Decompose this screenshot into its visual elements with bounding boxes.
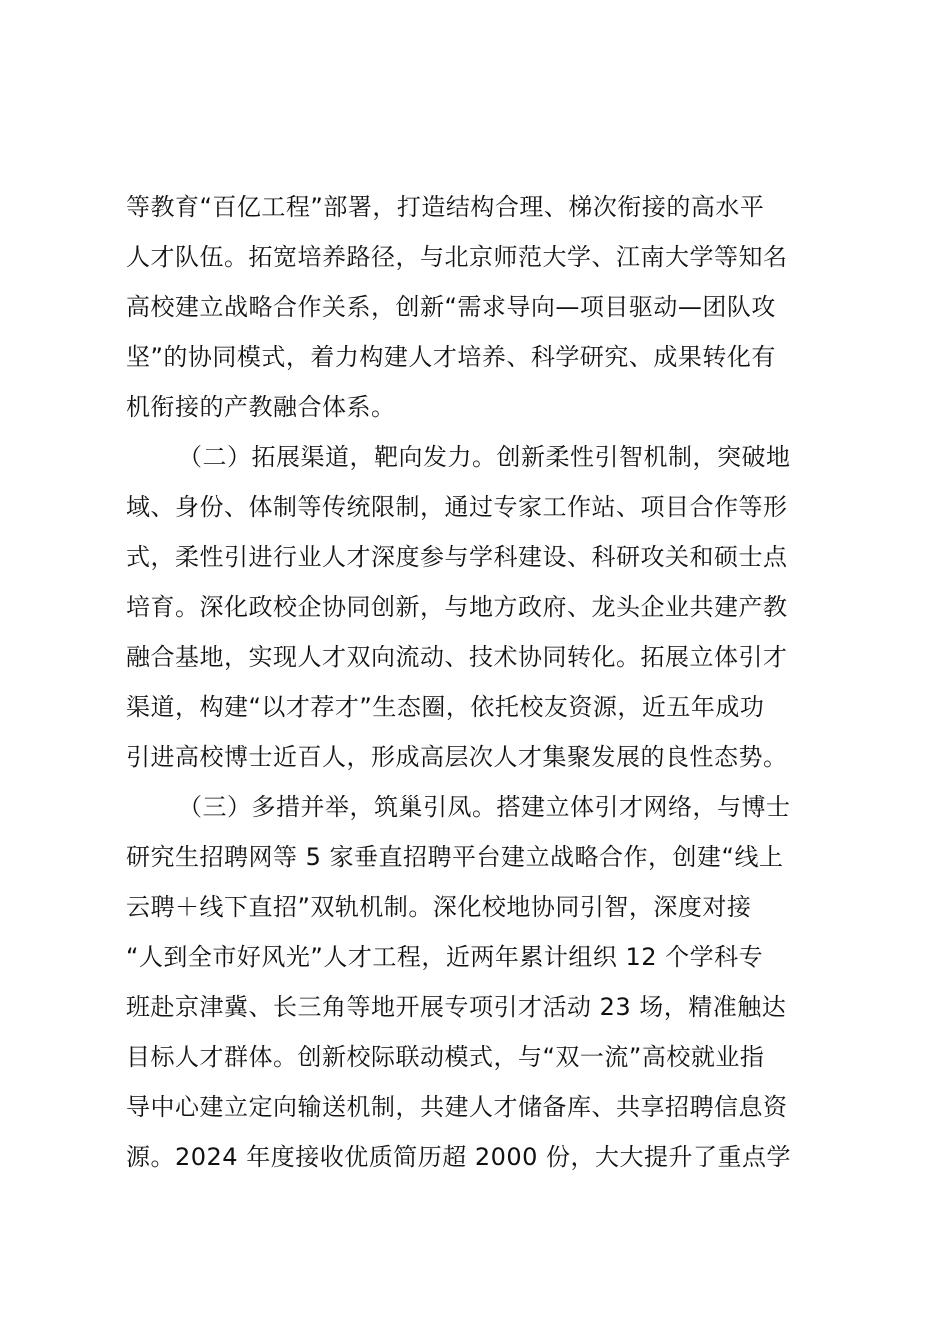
text-line: 研究生招聘网等 5 家垂直招聘平台建立战略合作，创建“线上: [126, 843, 784, 871]
text-line: 引进高校博士近百人，形成高层次人才集聚发展的良性态势。: [126, 743, 788, 771]
document-body: [126, 182, 846, 1182]
text-line: “人到全市好风光”人才工程，近两年累计组织 12 个学科专: [126, 943, 764, 971]
text-line: 融合基地，实现人才双向流动、技术协同转化。拓展立体引才: [126, 643, 788, 671]
text-line: 高校建立战略合作关系，创新“需求导向—项目驱动—团队攻: [126, 293, 776, 321]
text-line: 班赴京津冀、长三角等地开展专项引才活动 23 场，精准触达: [126, 993, 787, 1021]
text-line: 渠道，构建“以才荐才”生态圈，依托校友资源，近五年成功: [126, 693, 765, 721]
text-line: 培育。深化政校企协同创新，与地方政府、龙头企业共建产教: [126, 593, 788, 621]
text-line: 等教育“百亿工程”部署，打造结构合理、梯次衔接的高水平: [126, 193, 765, 221]
text-line: 域、身份、体制等传统限制，通过专家工作站、项目合作等形: [126, 493, 788, 521]
text-line: 云聘＋线下直招”双轨机制。深化校地协同引智，深度对接: [126, 893, 752, 921]
section-heading-line: （三）多措并举，筑巢引凤。搭建立体引才网络，与博士: [178, 793, 791, 821]
text-line: 坚”的协同模式，着力构建人才培养、科学研究、成果转化有: [126, 343, 776, 371]
section-heading-line: （二）拓展渠道，靶向发力。创新柔性引智机制，突破地: [178, 443, 791, 471]
text-line: 机衔接的产教融合体系。: [126, 393, 396, 421]
text-line: 式，柔性引进行业人才深度参与学科建设、科研攻关和硕士点: [126, 543, 788, 571]
text-line: 源。2024 年度接收优质简历超 2000 份，大大提升了重点学: [126, 1143, 792, 1171]
text-line: 目标人才群体。创新校际联动模式，与“双一流”高校就业指: [126, 1043, 765, 1071]
text-line: 导中心建立定向输送机制，共建人才储备库、共享招聘信息资: [126, 1093, 788, 1121]
text-line: 人才队伍。拓宽培养路径，与北京师范大学、江南大学等知名: [126, 243, 788, 271]
